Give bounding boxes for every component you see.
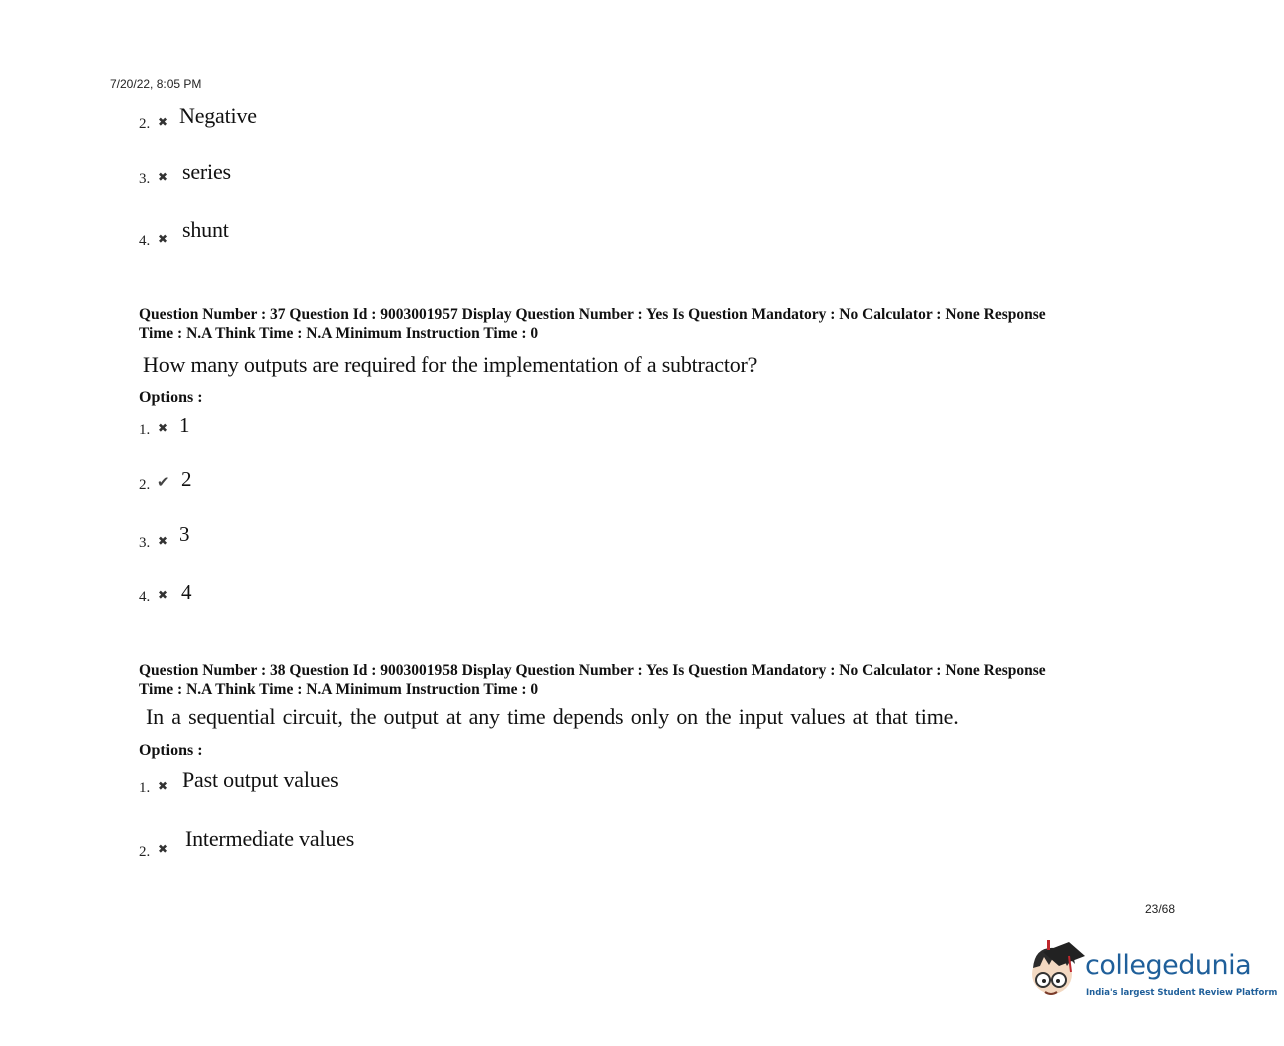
cross-icon: ✖ — [158, 170, 169, 184]
question-37-meta — [139, 305, 1149, 343]
option-number: 2. — [139, 477, 151, 493]
cross-icon: ✖ — [158, 588, 169, 602]
option-number: 4. — [139, 233, 151, 249]
cross-icon: ✖ — [158, 115, 169, 129]
option-number: 1. — [139, 780, 151, 796]
option-text: 4 — [181, 580, 192, 604]
option-number: 4. — [139, 589, 151, 605]
cross-icon: ✖ — [158, 421, 169, 435]
option-text: Past output values — [182, 767, 339, 792]
options-label: Options : — [139, 389, 203, 406]
option-text: 1 — [179, 413, 190, 437]
meta-line: Question Number : 37 Question Id : 9003001957 Display Question Number : Yes Is Question Mandatory : No Calculator : None Response — [139, 306, 1046, 323]
option-text: Intermediate values — [185, 826, 355, 851]
question-37-text: How many outputs are required for the implementation of a subtractor? — [143, 352, 758, 377]
question-38-meta — [139, 661, 1149, 699]
brand-wordmark: collegedunia — [1085, 950, 1252, 981]
cross-icon: ✖ — [158, 842, 169, 856]
option-text: 2 — [181, 467, 192, 491]
print-timestamp: 7/20/22, 8:05 PM — [110, 77, 202, 91]
option-number: 2. — [139, 844, 151, 860]
check-icon: ✔ — [157, 473, 170, 491]
meta-line: Question Number : 38 Question Id : 9003001958 Display Question Number : Yes Is Question Mandatory : No Calculator : None Response — [139, 662, 1046, 679]
meta-line: Time : N.A Think Time : N.A Minimum Instruction Time : 0 — [139, 325, 539, 342]
cross-icon: ✖ — [158, 534, 169, 548]
option-number: 3. — [139, 535, 151, 551]
option-number: 3. — [139, 171, 151, 187]
option-text: series — [182, 159, 231, 184]
student-mascot-icon — [1025, 938, 1087, 1008]
option-text: shunt — [182, 217, 229, 242]
options-label: Options : — [139, 742, 203, 759]
cross-icon: ✖ — [158, 232, 169, 246]
option-text: Negative — [179, 103, 257, 128]
option-number: 1. — [139, 422, 151, 438]
cross-icon: ✖ — [158, 779, 169, 793]
meta-line: Time : N.A Think Time : N.A Minimum Instruction Time : 0 — [139, 681, 539, 698]
page-number: 23/68 — [1145, 902, 1176, 916]
question-38-text: In a sequential circuit, the output at any time depends only on the input values at that time. — [146, 704, 959, 729]
brand-tagline: India's largest Student Review Platform — [1086, 988, 1278, 998]
option-text: 3 — [179, 522, 190, 546]
option-number: 2. — [139, 116, 151, 132]
